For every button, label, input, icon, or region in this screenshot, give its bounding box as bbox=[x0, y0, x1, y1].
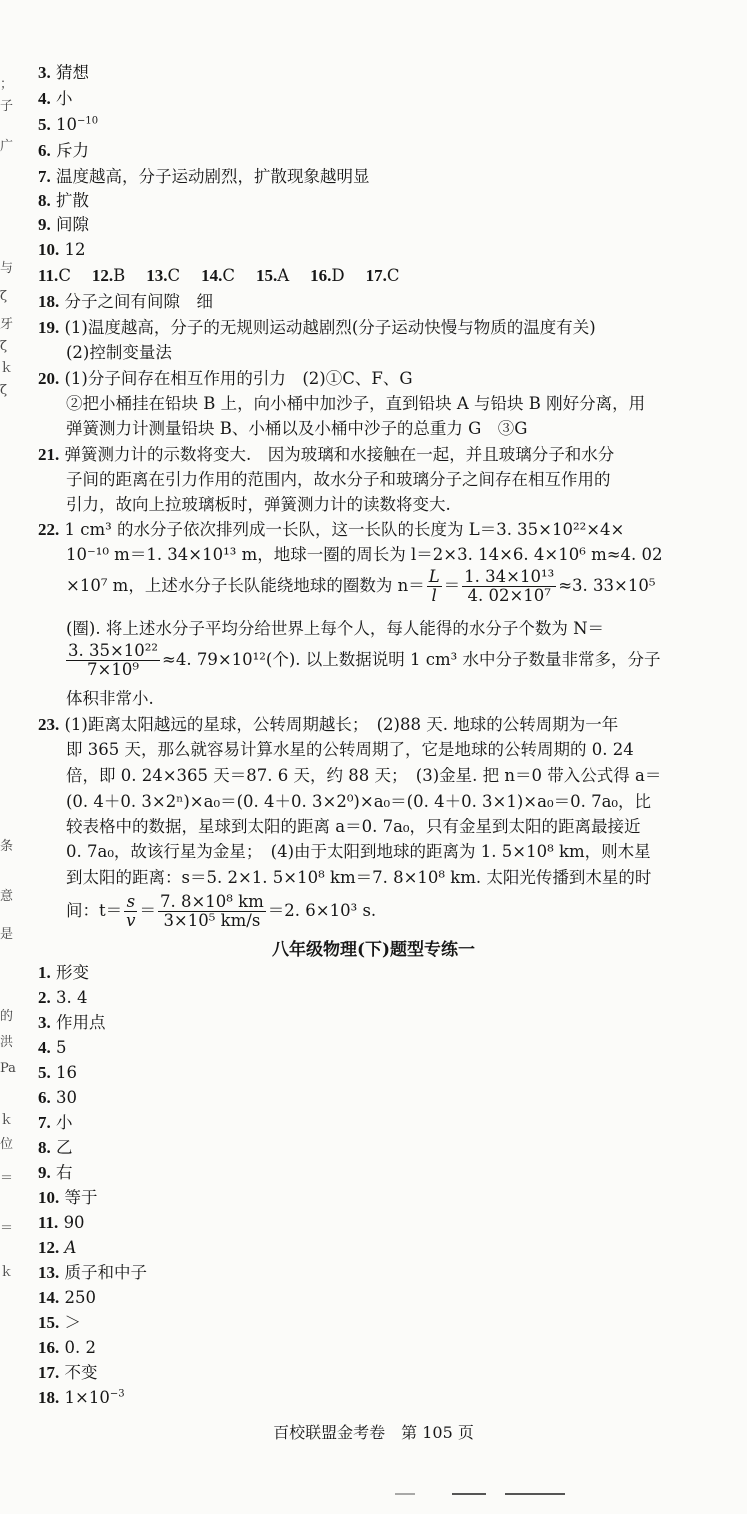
q23-line: 间：t＝ $\frac{s}{v}$ ＝ $\frac{\text{7. 8×10⁸ km}}{\text{3×10⁵ km/s}}$ ＝2. 6×10³ s. bbox=[66, 892, 377, 930]
answer-item: 16. 0. 2 bbox=[38, 1338, 96, 1357]
q21-line: 子间的距离在引力作用的范围内，故水分子和玻璃分子之间存在相互作用的 bbox=[66, 470, 611, 489]
answer-item: 3. 作用点 bbox=[38, 1013, 106, 1032]
fraction: $\frac{\text{7. 8×10⁸ km}}{\text{3×10⁵ km/s}}$ bbox=[159, 892, 264, 930]
q22-line: 22. 1 cm³ 的水分子依次排列成一长队，这一长队的长度为 L＝3. 35×10²²×4× bbox=[38, 520, 625, 539]
q23-line: 较表格中的数据，星球到太阳的距离 a＝0. 7a₀，只有金星到太阳的距离最接近 bbox=[66, 817, 641, 836]
edge-char: ζ bbox=[0, 339, 8, 354]
edge-char: 洪 bbox=[0, 1035, 14, 1050]
q23-line: 到太阳的距离：s＝5. 2×1. 5×10⁸ km＝7. 8×10⁸ km. 太阳光传播到木星的时 bbox=[66, 868, 652, 887]
fraction: $\frac{L}{l}$ bbox=[428, 567, 440, 605]
edge-char: 的 bbox=[0, 1009, 14, 1024]
multiple-choice-row: 11.C 12.B 13.C 14.C 15.A 16.D 17.C bbox=[38, 266, 400, 285]
edge-char: ； bbox=[0, 77, 14, 92]
q19-line: (2)控制变量法 bbox=[66, 343, 172, 362]
fraction: $\frac{\text{1. 34×10¹³}}{\text{4. 02×10⁷}}$ bbox=[464, 567, 555, 605]
answer-item: 11. 90 bbox=[38, 1213, 85, 1232]
answer-item: 6. 30 bbox=[38, 1088, 77, 1107]
q23-line: 即 365 天，那么就容易计算水星的公转周期了，它是地球的公转周期的 0. 24 bbox=[66, 740, 634, 759]
q20-line: ②把小桶挂在铅块 B 上，向小桶中加沙子，直到铅块 A 与铅块 B 刚好分离，用 bbox=[66, 394, 646, 413]
q22-line: ×10⁷ m，上述水分子长队能绕地球的圈数为 n＝ $\frac{L}{l}$ ＝ $\frac{\text{1. 34×10¹³}}{\text{4. 02×10⁷}}$ ≈3. 33×10⁵ bbox=[66, 567, 656, 605]
scan-mark bbox=[505, 1493, 565, 1495]
q20-line: 弹簧测力计测量铅块 B、小桶以及小桶中沙子的总重力 G ③G bbox=[66, 419, 528, 438]
answer-item: 6. 斥力 bbox=[38, 141, 89, 160]
fraction: $\frac{s}{v}$ bbox=[126, 892, 136, 930]
answer-item-18: 18. 分子之间有间隙 细 bbox=[38, 292, 213, 311]
answer-item: 13. 质子和中子 bbox=[38, 1263, 147, 1282]
edge-char: Pa bbox=[0, 1061, 16, 1076]
q23-line: 23. (1)距离太阳越远的星球，公转周期越长； (2)88 天. 地球的公转周期为一年 bbox=[38, 715, 619, 734]
edge-char: ζ bbox=[0, 289, 8, 304]
q23-line: 倍，即 0. 24×365 天＝87. 6 天，约 88 天； (3)金星. 把 n＝0 带入公式得 a＝ bbox=[66, 766, 662, 785]
edge-char: 意 bbox=[0, 889, 14, 904]
answer-item: 3. 猜想 bbox=[38, 63, 89, 82]
answer-item: 12. A bbox=[38, 1238, 77, 1257]
answer-item: 8. 乙 bbox=[38, 1138, 73, 1157]
q21-line: 21. 弹簧测力计的示数将变大. 因为玻璃和水接触在一起，并且玻璃分子和水分 bbox=[38, 445, 615, 464]
answer-item: 5. $10^{-10}$ bbox=[38, 115, 99, 134]
answer-item: 14. 250 bbox=[38, 1288, 96, 1307]
answer-item: 7. 温度越高，分子运动剧烈，扩散现象越明显 bbox=[38, 167, 370, 186]
q19-line: 19. (1)温度越高，分子的无规则运动越剧烈(分子运动快慢与物质的温度有关) bbox=[38, 318, 596, 337]
answer-item: 8. 扩散 bbox=[38, 191, 89, 210]
answer-item: 5. 16 bbox=[38, 1063, 77, 1082]
q23-line: 0. 7a₀，故该行星为金星； (4)由于太阳到地球的距离为 1. 5×10⁸ km，则木星 bbox=[66, 842, 651, 861]
answer-item: 2. 3. 4 bbox=[38, 988, 88, 1007]
scan-mark bbox=[452, 1493, 486, 1495]
q22-line: (圈). 将上述水分子平均分给世界上每个人，每人能得的水分子个数为 N＝ bbox=[66, 619, 605, 638]
edge-char: 牙 bbox=[0, 317, 14, 332]
edge-char: 与 bbox=[0, 261, 14, 276]
edge-char: ＝ bbox=[0, 1221, 14, 1236]
answer-item: 18. $1\times 10^{-3}$ bbox=[38, 1388, 125, 1407]
scan-mark bbox=[395, 1493, 415, 1495]
edge-char: ｋ bbox=[0, 361, 14, 376]
answer-item: 4. 小 bbox=[38, 89, 73, 108]
answer-item: 10. 12 bbox=[38, 240, 86, 259]
answer-item: 9. 右 bbox=[38, 1163, 73, 1182]
q21-line: 引力，故向上拉玻璃板时，弹簧测力计的读数将变大. bbox=[66, 495, 451, 514]
edge-char: 条 bbox=[0, 839, 14, 854]
q22-line: $\frac{\text{3. 35×10²²}}{\text{7×10⁹}}$ ≈4. 79×10¹²(个). 以上数据说明 1 cm³ 水中分子数量非常多，分子 bbox=[68, 641, 661, 679]
answer-item: 9. 间隙 bbox=[38, 215, 89, 234]
answer-item: 15. ＞ bbox=[38, 1313, 81, 1332]
answer-item: 4. 5 bbox=[38, 1038, 67, 1057]
q20-line: 20. (1)分子间存在相互作用的引力 (2)①C、F、G bbox=[38, 369, 413, 388]
edge-char: ζ bbox=[0, 383, 8, 398]
page-footer: 百校联盟金考卷 第 105 页 bbox=[273, 1423, 474, 1442]
section-title: 八年级物理(下)题型专练一 bbox=[271, 940, 476, 960]
answer-item: 10. 等于 bbox=[38, 1188, 98, 1207]
edge-char: 位 bbox=[0, 1137, 14, 1152]
edge-char: ｋ bbox=[0, 1265, 14, 1280]
edge-char: ｋ bbox=[0, 1113, 14, 1128]
edge-char: 子 bbox=[0, 99, 14, 114]
edge-char: 广 bbox=[0, 139, 14, 154]
answer-item: 7. 小 bbox=[38, 1113, 73, 1132]
answer-item: 1. 形变 bbox=[38, 963, 89, 982]
q22-line: 10⁻¹⁰ m＝1. 34×10¹³ m，地球一圈的周长为 l＝2×3. 14×6. 4×10⁶ m≈4. 02 bbox=[66, 545, 663, 564]
fraction: $\frac{\text{3. 35×10²²}}{\text{7×10⁹}}$ bbox=[68, 641, 159, 679]
q22-line: 体积非常小. bbox=[66, 689, 154, 708]
answer-item: 17. 不变 bbox=[38, 1363, 98, 1382]
edge-char: ＝ bbox=[0, 1171, 14, 1186]
edge-char: 是 bbox=[0, 927, 14, 942]
q23-line: (0. 4＋0. 3×2ⁿ)×a₀＝(0. 4＋0. 3×2⁰)×a₀＝(0. 4＋0. 3×1)×a₀＝0. 7a₀，比 bbox=[66, 792, 652, 811]
